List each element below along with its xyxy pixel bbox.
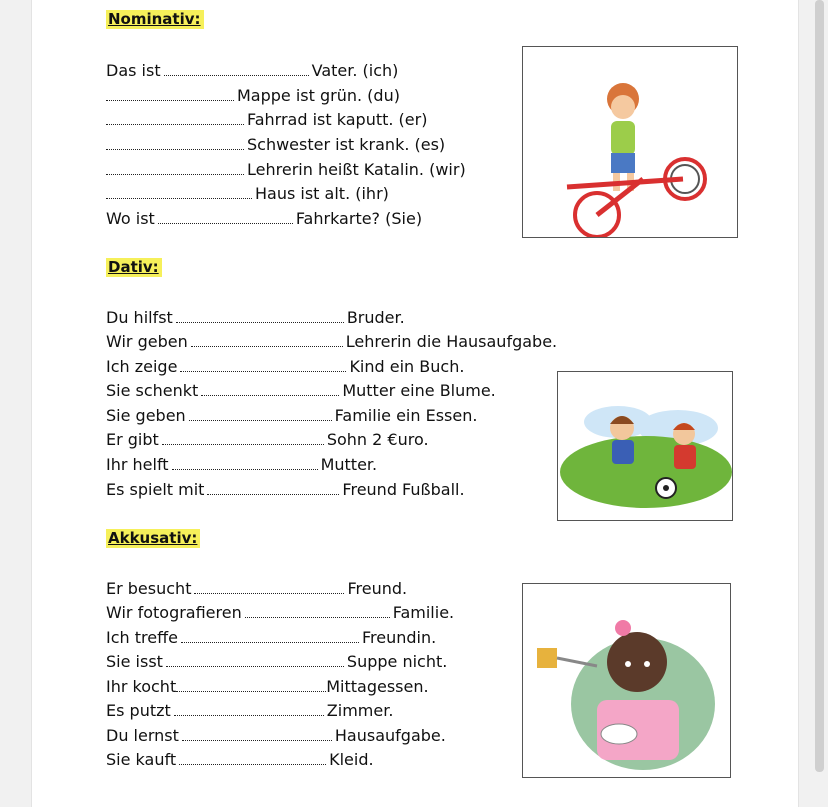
exercise-line [106, 701, 393, 721]
line-end: Kleid. [329, 750, 374, 769]
blank[interactable] [194, 580, 344, 594]
exercise-line [106, 308, 405, 328]
line-end: Schwester ist krank. (es) [247, 135, 446, 154]
line-end: Haus ist alt. (ihr) [255, 184, 389, 203]
line-start: Es putzt [106, 701, 171, 720]
blank[interactable] [191, 333, 343, 347]
blank[interactable] [201, 382, 339, 396]
exercise-line [106, 628, 436, 648]
blank[interactable] [164, 62, 309, 76]
heading-nominativ: Nominativ: [106, 10, 204, 29]
line-start: Ihr kocht [106, 677, 177, 696]
exercise-line [106, 579, 407, 599]
exercise-line [106, 603, 454, 623]
exercise-line [106, 135, 445, 155]
exercise-line [106, 332, 557, 352]
blank[interactable] [180, 358, 346, 372]
line-end: Fahrkarte? (Sie) [295, 209, 423, 228]
line-end: Freund Fußball. [342, 480, 465, 499]
exercise-line [106, 652, 447, 672]
line-end: Mutter eine Blume. [342, 381, 496, 400]
line-end: Familie. [392, 603, 455, 622]
blank[interactable] [181, 629, 359, 643]
line-start: Es spielt mit [106, 480, 205, 499]
exercise-line [106, 406, 477, 426]
exercise-line [106, 455, 377, 475]
line-end: Mittagessen. [326, 677, 429, 696]
blank[interactable] [106, 87, 234, 101]
line-end: Sohn 2 €uro. [326, 430, 429, 449]
line-start: Sie geben [106, 406, 186, 425]
blank[interactable] [245, 604, 390, 618]
line-start: Sie schenkt [106, 381, 199, 400]
exercise-line [106, 750, 374, 770]
blank[interactable] [106, 111, 244, 125]
exercise-line [106, 357, 464, 377]
exercise-line [106, 209, 422, 229]
blank[interactable] [174, 702, 324, 716]
line-end: Bruder. [346, 308, 405, 327]
scrollbar[interactable] [815, 0, 824, 772]
line-start: Du hilfst [106, 308, 173, 327]
line-end: Vater. (ich) [311, 61, 399, 80]
line-end: Mutter. [320, 455, 378, 474]
line-end: Kind ein Buch. [349, 357, 465, 376]
line-end: Suppe nicht. [346, 652, 448, 671]
line-start: Ich zeige [106, 357, 178, 376]
blank[interactable] [162, 431, 324, 445]
line-start: Du lernst [106, 726, 179, 745]
line-start: Wir fotografieren [106, 603, 242, 622]
baby-eating-illustration [522, 583, 731, 778]
line-end: Familie ein Essen. [334, 406, 478, 425]
exercise-line [106, 381, 496, 401]
line-end: Zimmer. [326, 701, 394, 720]
exercise-line [106, 430, 429, 450]
line-end: Freundin. [361, 628, 437, 647]
blank[interactable] [166, 653, 344, 667]
exercise-line [106, 110, 427, 130]
line-start: Ihr helft [106, 455, 169, 474]
exercise-line [106, 184, 389, 204]
line-start: Das ist [106, 61, 161, 80]
exercise-line [106, 726, 446, 746]
blank[interactable] [179, 751, 326, 765]
line-start: Sie kauft [106, 750, 177, 769]
blank[interactable] [189, 407, 332, 421]
line-start: Wo ist [106, 209, 155, 228]
blank[interactable] [176, 309, 344, 323]
line-end: Mappe ist grün. (du) [237, 86, 400, 105]
blank[interactable] [106, 161, 244, 175]
blank[interactable] [207, 481, 339, 495]
blank[interactable] [106, 136, 244, 150]
heading-akkusativ: Akkusativ: [106, 529, 200, 548]
line-end: Lehrerin heißt Katalin. (wir) [247, 160, 466, 179]
line-start: Ich treffe [106, 628, 178, 647]
blank[interactable] [176, 678, 326, 692]
line-start: Wir geben [106, 332, 188, 351]
blank[interactable] [106, 185, 252, 199]
line-end: Fahrrad ist kaputt. (er) [247, 110, 428, 129]
line-end: Lehrerin die Hausaufgabe. [345, 332, 558, 351]
line-start: Er besucht [106, 579, 192, 598]
exercise-line [106, 160, 466, 180]
blank[interactable] [172, 456, 318, 470]
boys-playing-football-illustration [557, 371, 733, 521]
line-end: Hausaufgabe. [334, 726, 446, 745]
exercise-line [106, 480, 465, 500]
line-start: Sie isst [106, 652, 163, 671]
exercise-line [106, 677, 429, 697]
exercise-line [106, 86, 400, 106]
line-start: Er gibt [106, 430, 159, 449]
line-end: Freund. [347, 579, 408, 598]
exercise-line [106, 61, 398, 81]
blank[interactable] [158, 210, 293, 224]
boy-broken-bicycle-illustration [522, 46, 738, 238]
heading-dativ: Dativ: [106, 258, 162, 277]
blank[interactable] [182, 727, 332, 741]
